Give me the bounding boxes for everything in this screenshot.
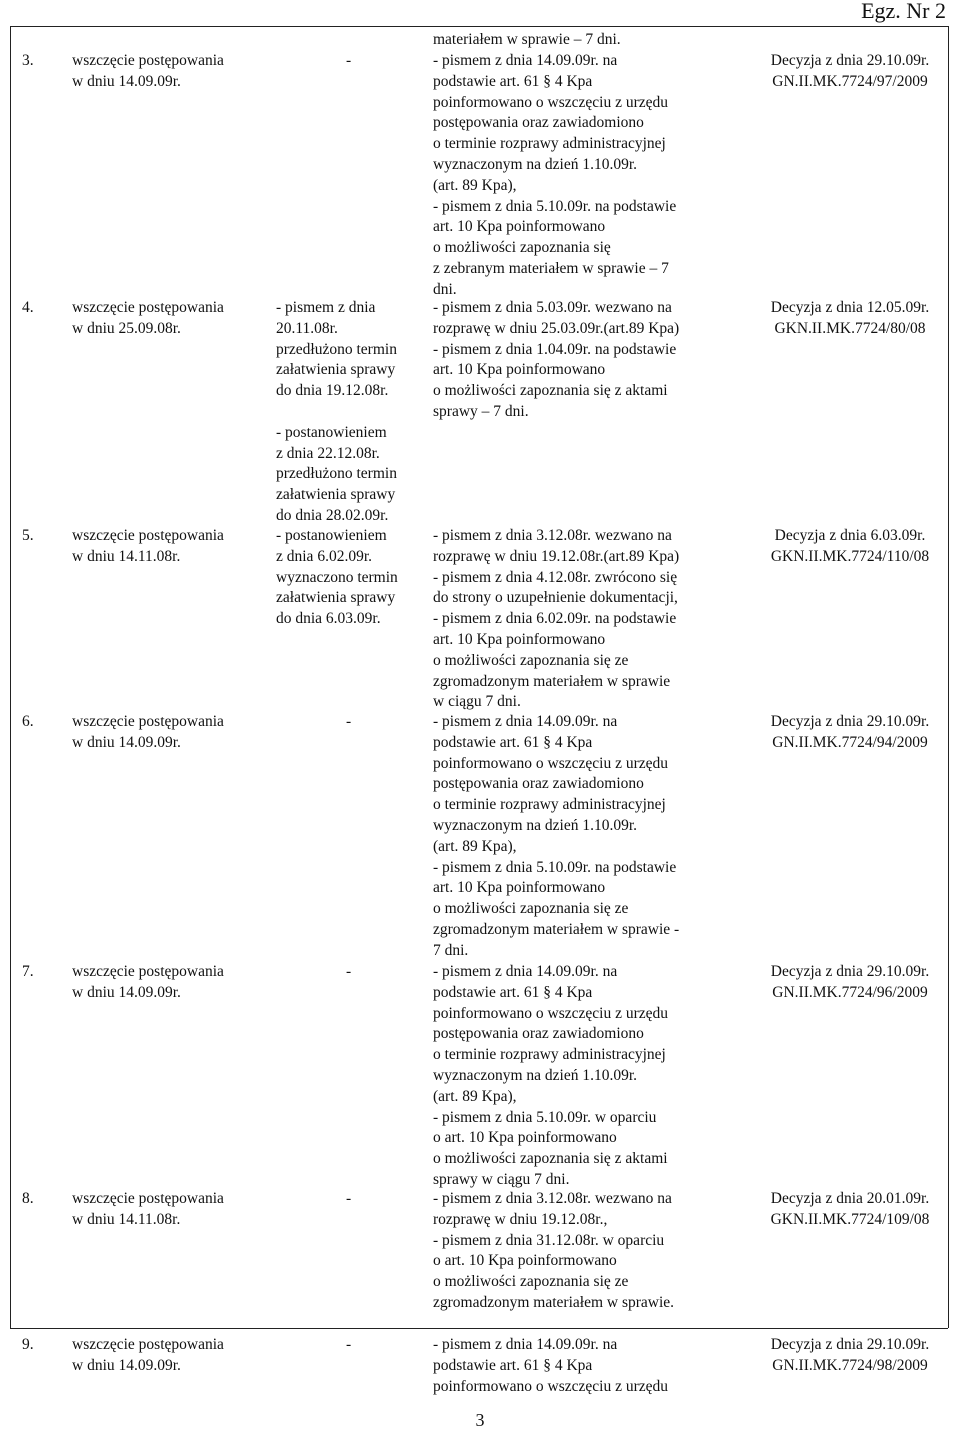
proceeding-start-cell: wszczęcie postępowania w dniu 14.11.08r. bbox=[72, 527, 224, 565]
extension-cell: - postanowieniem z dnia 6.02.09r. wyznaczono termin załatwienia sprawy do dnia 6.03.09r. bbox=[276, 527, 398, 628]
table-border bbox=[948, 26, 949, 1328]
row-number: 5. bbox=[22, 527, 34, 544]
proceeding-start-cell: wszczęcie postępowania w dniu 14.11.08r. bbox=[72, 1190, 224, 1228]
proceeding-start-cell: wszczęcie postępowania w dniu 14.09.09r. bbox=[72, 713, 224, 751]
copy-number-label: Egz. Nr 2 bbox=[861, 0, 946, 23]
actions-cell: - pismem z dnia 14.09.09r. na podstawie art. 61 § 4 Kpa poinformowano o wszczęciu z urzędu postępowania oraz zawiadomiono o terminie rozprawy administracyjnej wyznaczonym na dzień 1.10.09r. (art. 89 Kpa), - pismem z dnia 5.10.09r. na podstawie art. 10 Kpa poinformowano o możliwości zapoznania się z zebranym materiałem w sprawie – 7 dni. bbox=[433, 52, 677, 298]
actions-cell: - pismem z dnia 3.12.08r. wezwano na rozprawę w dniu 19.12.08r., - pismem z dnia 31.12.08r. w oparciu o art. 10 Kpa poinformowano o możliwości zapoznania się ze zgromadzonym materiałem w sprawie. bbox=[433, 1190, 675, 1311]
decision-cell: Decyzja z dnia 29.10.09r. GN.II.MK.7724/94/2009 bbox=[770, 713, 930, 751]
decision-cell: Decyzja z dnia 20.01.09r. GKN.II.MK.7724/109/08 bbox=[770, 1190, 930, 1228]
decision-cell: Decyzja z dnia 29.10.09r. GN.II.MK.7724/98/2009 bbox=[770, 1336, 930, 1374]
proceeding-start-cell: wszczęcie postępowania w dniu 25.09.08r. bbox=[72, 299, 224, 337]
actions-cell: - pismem z dnia 14.09.09r. na podstawie art. 61 § 4 Kpa poinformowano o wszczęciu z urzędu bbox=[433, 1336, 668, 1395]
decision-cell: Decyzja z dnia 29.10.09r. GN.II.MK.7724/96/2009 bbox=[770, 963, 930, 1001]
row-number: 6. bbox=[22, 713, 34, 730]
decision-cell: Decyzja z dnia 12.05.09r. GKN.II.MK.7724/80/08 bbox=[770, 299, 930, 337]
actions-cell: - pismem z dnia 14.09.09r. na podstawie art. 61 § 4 Kpa poinformowano o wszczęciu z urzędu postępowania oraz zawiadomiono o terminie rozprawy administracyjnej wyznaczonym na dzień 1.10.09r. (art. 89 Kpa), - pismem z dnia 5.10.09r. na podstawie art. 10 Kpa poinformowano o możliwości zapoznania się ze zgromadzonym materiałem w sprawie - 7 dni. bbox=[433, 713, 680, 959]
row-number: 9. bbox=[22, 1336, 34, 1353]
proceeding-start-cell: wszczęcie postępowania w dniu 14.09.09r. bbox=[72, 52, 224, 90]
table-border bbox=[10, 26, 11, 1328]
table-rule bbox=[10, 1328, 948, 1329]
table-rule bbox=[10, 26, 948, 27]
actions-cell: - pismem z dnia 3.12.08r. wezwano na rozprawę w dniu 19.12.08r.(art.89 Kpa) - pismem z dnia 4.12.08r. zwrócono się do strony o uzupełnienie dokumentacji, - pismem z dnia 6.02.09r. na podstawie art. 10 Kpa poinformowano o możliwości zapoznania się ze zgromadzonym materiałem w sprawie w ciągu 7 dni. bbox=[433, 527, 680, 711]
extension-cell: - pismem z dnia 20.11.08r. przedłużono termin załatwienia sprawy do dnia 19.12.08r. - postanowieniem z dnia 22.12.08r. przedłużono termin załatwienia sprawy do dnia 28.02.09r. bbox=[276, 299, 397, 524]
actions-cell: - pismem z dnia 5.03.09r. wezwano na rozprawę w dniu 25.03.09r.(art.89 Kpa) - pismem z dnia 1.04.09r. na podstawie art. 10 Kpa poinformowano o możliwości zapoznania się z aktami sprawy – 7 dni. bbox=[433, 299, 680, 420]
extension-cell: - bbox=[346, 1336, 352, 1353]
extension-cell: - bbox=[346, 1190, 352, 1207]
row-number: 4. bbox=[22, 299, 34, 316]
row-number: 7. bbox=[22, 963, 34, 980]
decision-cell: Decyzja z dnia 29.10.09r. GN.II.MK.7724/97/2009 bbox=[770, 52, 930, 90]
extension-cell: - bbox=[346, 52, 352, 69]
row-number: 3. bbox=[22, 52, 34, 69]
row-number: 8. bbox=[22, 1190, 34, 1207]
decision-cell: Decyzja z dnia 6.03.09r. GKN.II.MK.7724/110/08 bbox=[770, 527, 930, 565]
extension-cell: - bbox=[346, 963, 352, 980]
previous-row-continuation: materiałem w sprawie – 7 dni. bbox=[433, 31, 621, 48]
actions-cell: - pismem z dnia 14.09.09r. na podstawie art. 61 § 4 Kpa poinformowano o wszczęciu z urzędu postępowania oraz zawiadomiono o terminie rozprawy administracyjnej wyznaczonym na dzień 1.10.09r. (art. 89 Kpa), - pismem z dnia 5.10.09r. w oparciu o art. 10 Kpa poinformowano o możliwości zapoznania się z aktami sprawy w ciągu 7 dni. bbox=[433, 963, 668, 1188]
proceeding-start-cell: wszczęcie postępowania w dniu 14.09.09r. bbox=[72, 963, 224, 1001]
proceeding-start-cell: wszczęcie postępowania w dniu 14.09.09r. bbox=[72, 1336, 224, 1374]
extension-cell: - bbox=[346, 713, 352, 730]
page-number: 3 bbox=[475, 1410, 485, 1430]
